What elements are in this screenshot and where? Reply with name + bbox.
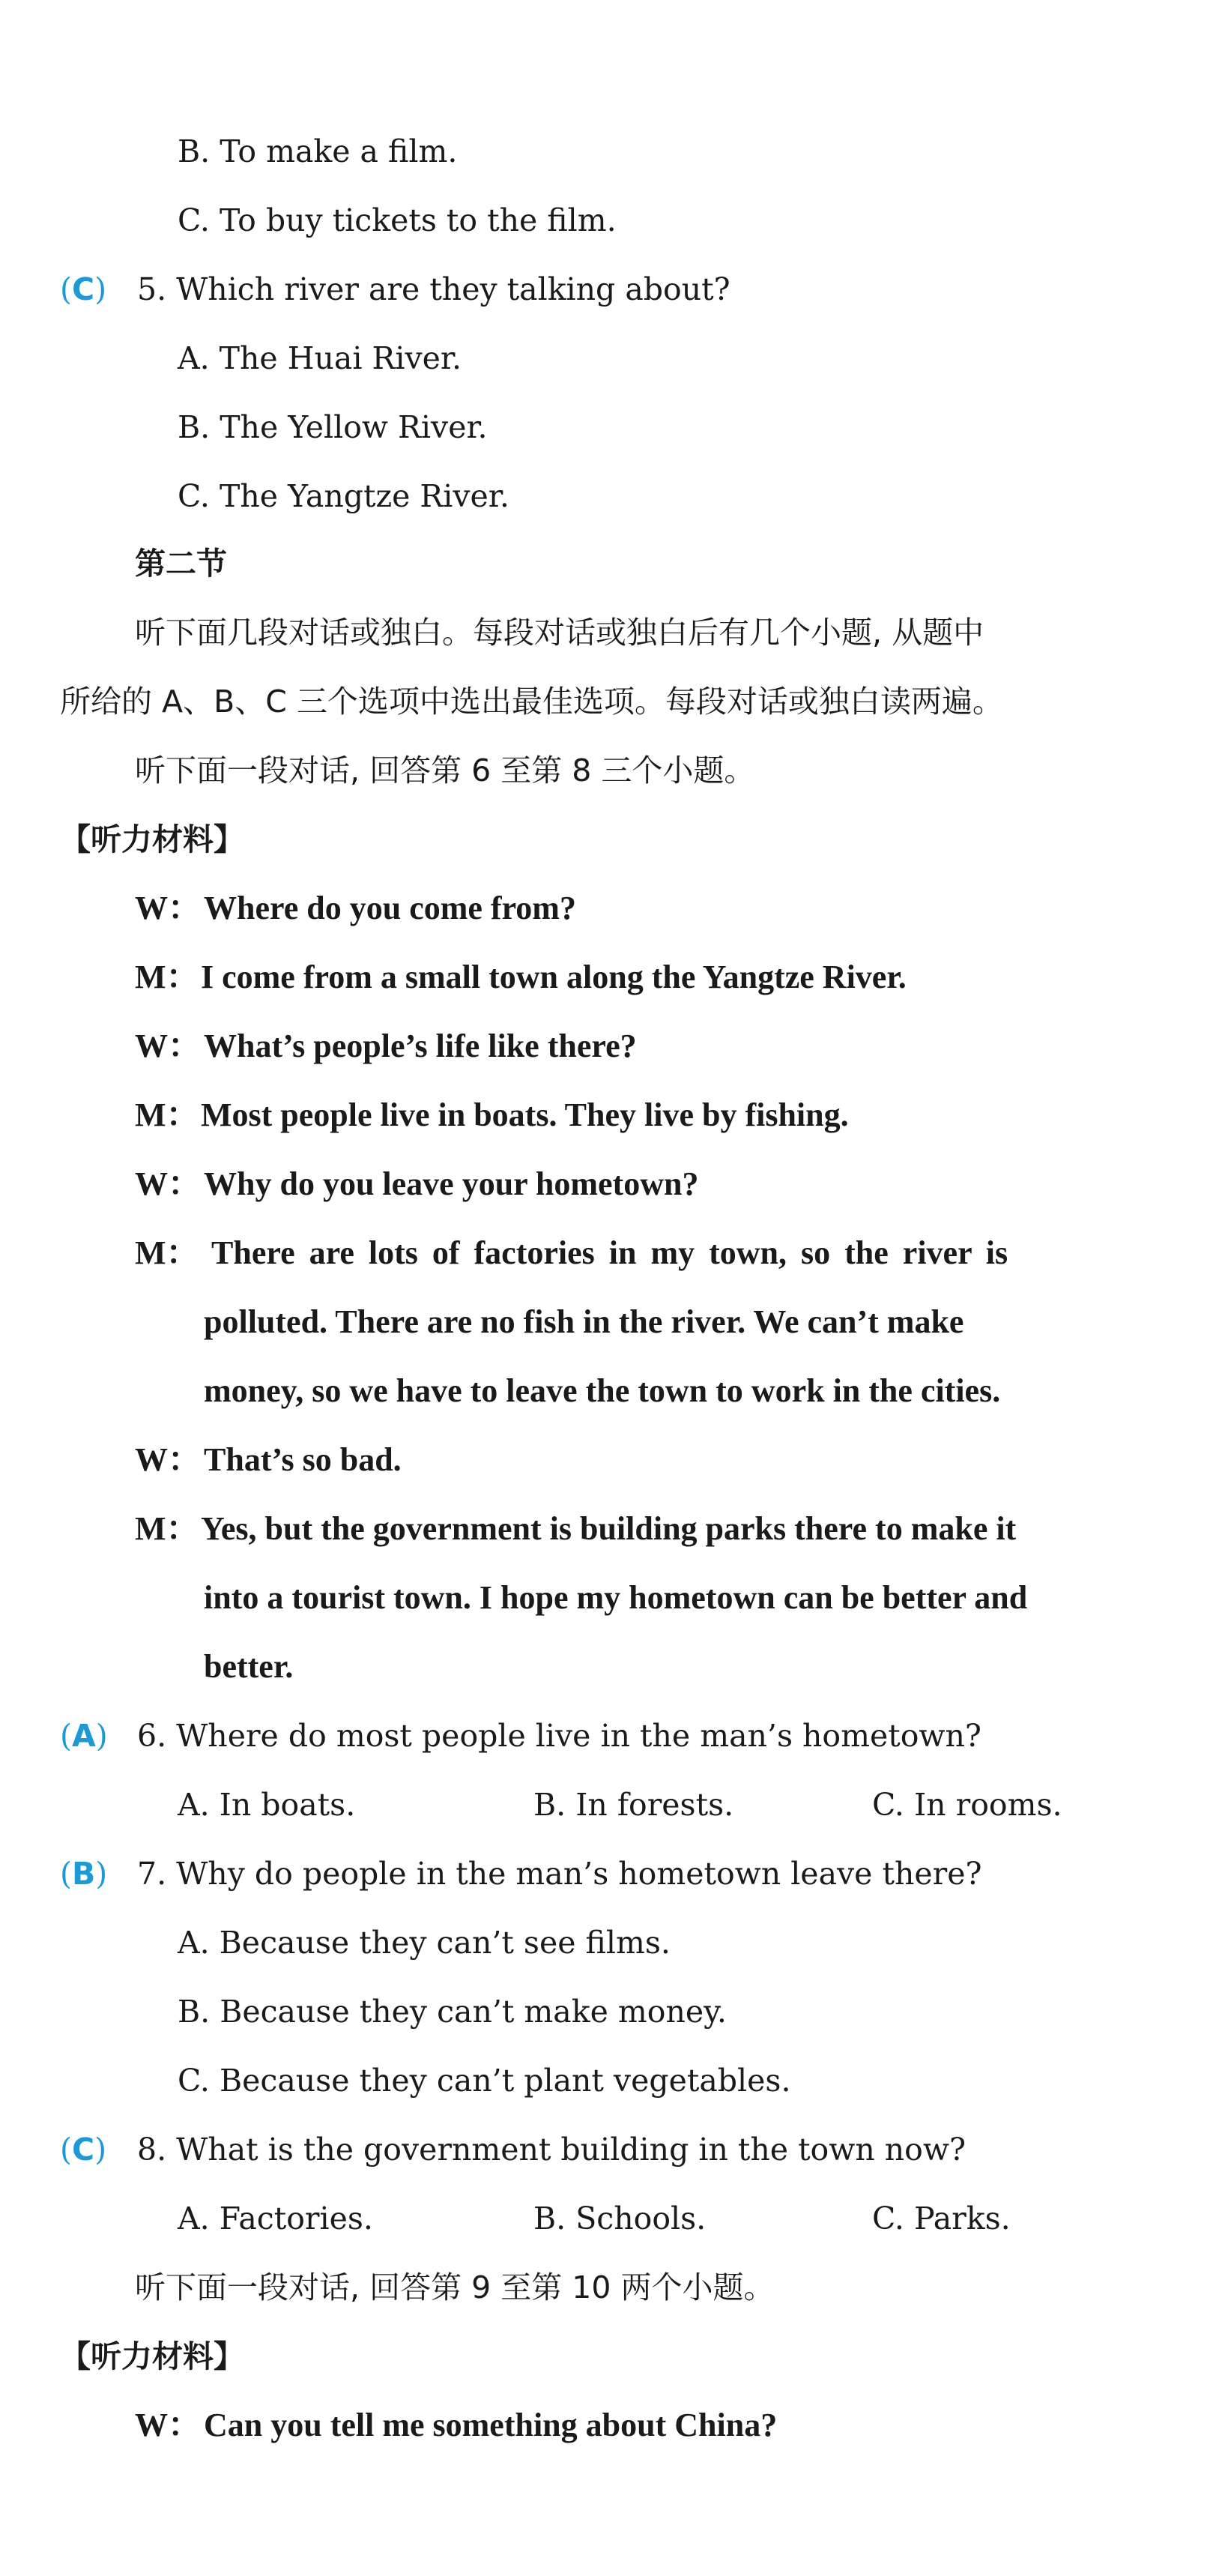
q5-option-c: C. The Yangtze River. bbox=[178, 478, 509, 514]
speaker: M： bbox=[135, 1510, 199, 1547]
q8-option-a: A. Factories. bbox=[178, 2201, 373, 2236]
section-title: 第二节 bbox=[135, 546, 227, 582]
dialog-line: I come from a small town along the Yangtze River. bbox=[201, 959, 907, 995]
question-5: 5. Which river are they talking about? bbox=[137, 271, 730, 307]
sub-instruction-1: 听下面一段对话, 回答第 6 至第 8 三个小题。 bbox=[135, 752, 755, 788]
q7-option-b: B. Because they can’t make money. bbox=[178, 1994, 727, 2030]
dialog-line: Yes, but the government is building parks there to make it bbox=[201, 1510, 1017, 1547]
material-label-2: 【听力材料】 bbox=[60, 2338, 244, 2374]
dialog-line: polluted. There are no fish in the river. We can’t make bbox=[204, 1303, 964, 1340]
q7-option-a: A. Because they can’t see films. bbox=[178, 1925, 671, 1961]
answer-5-letter: C bbox=[72, 271, 95, 307]
question-8: 8. What is the government building in the town now? bbox=[137, 2132, 966, 2168]
q6-option-a: A. In boats. bbox=[178, 1787, 356, 1823]
question-7: 7. Why do people in the man’s hometown leave there? bbox=[137, 1856, 982, 1892]
dialog-line: money, so we have to leave the town to work in the cities. bbox=[204, 1372, 1001, 1409]
q4-option-b: B. To make a film. bbox=[178, 133, 458, 169]
material-label-1: 【听力材料】 bbox=[60, 821, 244, 857]
speaker: M： bbox=[135, 1234, 199, 1271]
sub-instruction-2: 听下面一段对话, 回答第 9 至第 10 两个小题。 bbox=[135, 2269, 775, 2305]
dialog-line: Why do you leave your hometown? bbox=[204, 1165, 699, 1202]
speaker: M： bbox=[135, 959, 199, 995]
dialog-line: There are lots of factories in my town, so the river is bbox=[211, 1234, 1008, 1271]
dialog-line: Can you tell me something about China? bbox=[204, 2407, 778, 2443]
dialog-line: Most people live in boats. They live by fishing. bbox=[201, 1097, 849, 1133]
instructions-line-2: 所给的 A、B、C 三个选项中选出最佳选项。每段对话或独白读两遍。 bbox=[60, 684, 1003, 720]
answer-5: (C) bbox=[60, 271, 107, 307]
answer-7-letter: B bbox=[72, 1856, 96, 1892]
speaker: W： bbox=[135, 2407, 201, 2443]
answer-7: (B) bbox=[60, 1856, 108, 1892]
q4-option-c: C. To buy tickets to the film. bbox=[178, 202, 617, 238]
speaker: W： bbox=[135, 890, 201, 926]
speaker: W： bbox=[135, 1165, 201, 1202]
q8-option-c: C. Parks. bbox=[872, 2201, 1011, 2236]
question-6: 6. Where do most people live in the man’s hometown? bbox=[137, 1718, 981, 1754]
answer-8: (C) bbox=[60, 2132, 107, 2168]
speaker: M： bbox=[135, 1097, 199, 1133]
answer-8-letter: C bbox=[72, 2132, 95, 2168]
dialog-line: into a tourist town. I hope my hometown can be better and bbox=[204, 1579, 1028, 1616]
dialog-line: better. bbox=[204, 1648, 294, 1685]
q5-option-b: B. The Yellow River. bbox=[178, 409, 488, 445]
dialog-line: What’s people’s life like there? bbox=[204, 1028, 637, 1064]
q8-option-b: B. Schools. bbox=[533, 2201, 707, 2236]
answer-6-letter: A bbox=[72, 1718, 96, 1754]
dialog-line: Where do you come from? bbox=[204, 890, 576, 926]
q5-option-a: A. The Huai River. bbox=[178, 340, 462, 376]
q6-option-c: C. In rooms. bbox=[872, 1787, 1062, 1823]
dialog-line: That’s so bad. bbox=[204, 1441, 402, 1478]
instructions-line-1: 听下面几段对话或独白。每段对话或独白后有几个小题, 从题中 bbox=[135, 615, 984, 651]
speaker: W： bbox=[135, 1028, 201, 1064]
speaker: W： bbox=[135, 1441, 201, 1478]
q7-option-c: C. Because they can’t plant vegetables. bbox=[178, 2063, 791, 2099]
q6-option-b: B. In forests. bbox=[533, 1787, 734, 1823]
answer-6: (A) bbox=[60, 1718, 108, 1754]
